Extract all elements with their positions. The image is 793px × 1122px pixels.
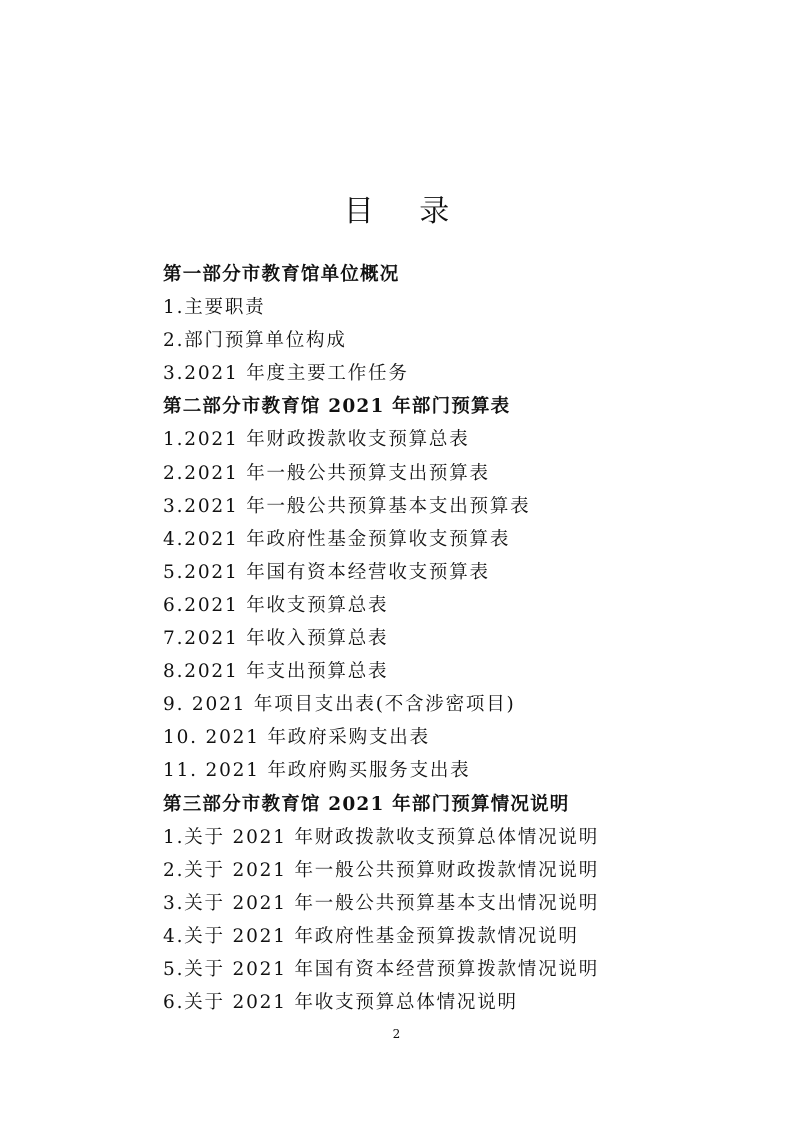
- toc-entry: 2.2021 年一般公共预算支出预算表: [163, 462, 490, 484]
- page-number: 2: [392, 1027, 401, 1041]
- toc-entry: 5.2021 年国有资本经营收支预算表: [163, 561, 490, 583]
- toc-entry: 1.主要职责: [163, 297, 266, 319]
- toc-entry: 6.2021 年收支预算总表: [163, 594, 389, 616]
- toc-entry: 3.2021 年一般公共预算基本支出预算表: [163, 495, 531, 517]
- page-title: 目 录: [343, 194, 468, 229]
- toc-entry: 10. 2021 年政府采购支出表: [163, 727, 430, 749]
- toc-entry: 5.关于 2021 年国有资本经营预算拨款情况说明: [163, 958, 599, 980]
- toc-entry: 7.2021 年收入预算总表: [163, 628, 389, 650]
- toc-entry: 3.2021 年度主要工作任务: [163, 363, 409, 385]
- toc-entry: 3.关于 2021 年一般公共预算基本支出情况说明: [163, 892, 599, 914]
- table-of-contents: [163, 258, 763, 1019]
- toc-entry: 9. 2021 年项目支出表(不含涉密项目): [163, 694, 516, 716]
- toc-entry: 2.部门预算单位构成: [163, 330, 347, 352]
- toc-entry: 4.关于 2021 年政府性基金预算拨款情况说明: [163, 925, 579, 947]
- toc-entry: 1.关于 2021 年财政拨款收支预算总体情况说明: [163, 826, 599, 848]
- toc-entry: 8.2021 年支出预算总表: [163, 661, 389, 683]
- toc-section-heading: 第一部分市教育馆单位概况: [163, 264, 400, 285]
- toc-entry: 11. 2021 年政府购买服务支出表: [163, 760, 471, 782]
- toc-entry: 6.关于 2021 年收支预算总体情况说明: [163, 992, 518, 1014]
- toc-entry: 4.2021 年政府性基金预算收支预算表: [163, 528, 511, 550]
- toc-entry: 1.2021 年财政拨款收支预算总表: [163, 429, 470, 451]
- toc-entry: 2.关于 2021 年一般公共预算财政拨款情况说明: [163, 859, 599, 881]
- toc-section-heading: 第二部分市教育馆 2021 年部门预算表: [163, 396, 511, 418]
- toc-section-heading: 第三部分市教育馆 2021 年部门预算情况说明: [163, 793, 570, 815]
